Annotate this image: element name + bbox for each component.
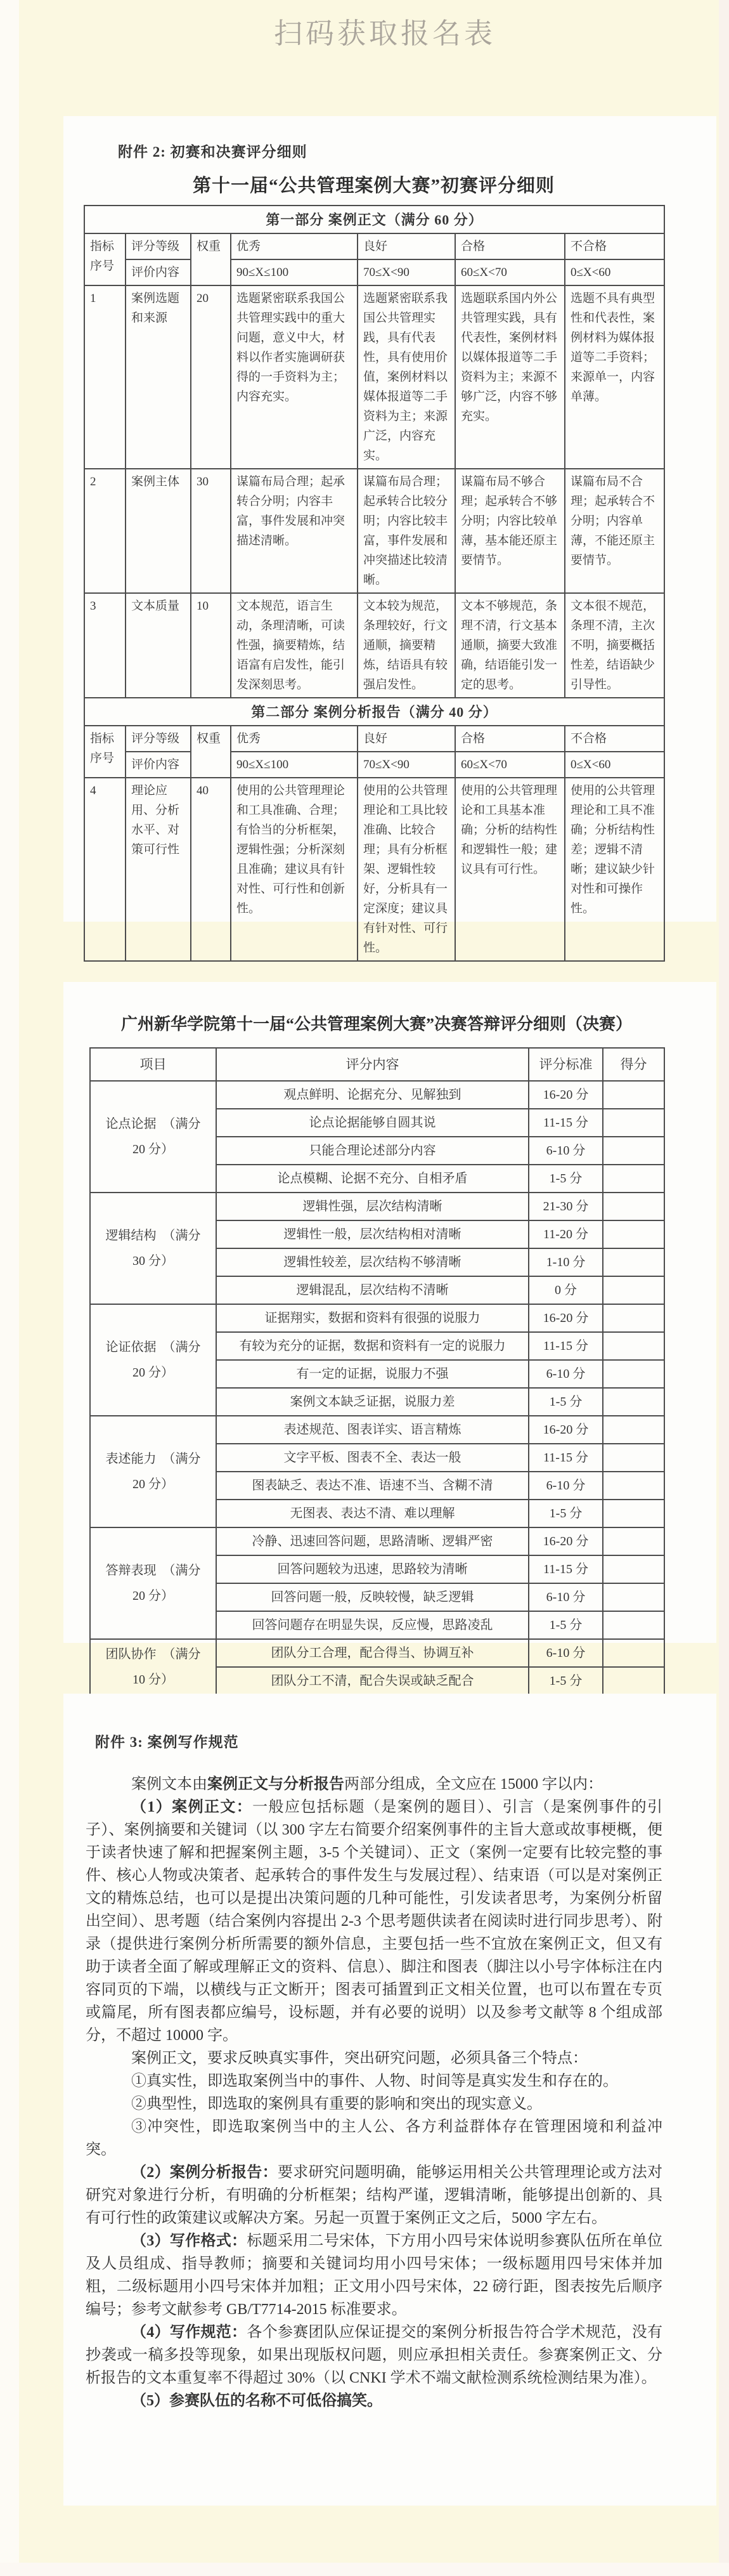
- excellent-cell: 选题紧密联系我国公共管理实践中的重大问题，意义中大，材料以作者实施调研获得的一手资料为主；内容充实。: [231, 285, 358, 469]
- paragraph-three-traits: [86, 2047, 662, 2070]
- item-cell: 表述规范、图表详实、语言精炼: [216, 1416, 529, 1444]
- paragraph-intro: [86, 1773, 662, 1796]
- level-range-cell: 70≤X<90: [358, 259, 455, 285]
- final-rubric-table: [89, 1047, 665, 1696]
- text-run: （2）案例分析报告：: [131, 2164, 278, 2181]
- table-row: [90, 1639, 664, 1667]
- good-cell: 文本较为规范，条理较好，行文通顺，摘要精炼，结语具有较强启发性。: [358, 593, 455, 698]
- table-header-row: [84, 752, 664, 778]
- weight-cell: 20: [191, 285, 231, 469]
- excellent-cell: 文本规范，语言生动，条理清晰，可读性强，摘要精炼，结语富有启发性，能引发深刻思考。: [231, 593, 358, 698]
- fail-cell: 使用的公共管理理论和工具不准确；分析结构性差；逻辑不清晰；建议缺少针对性和可操作性。: [565, 778, 664, 961]
- text-run: ②典型性，即选取的案例具有重要的影响和突出的现实意义。: [131, 2096, 542, 2112]
- content-header-cell: 评分内容: [216, 1048, 529, 1081]
- part2-band-cell: 第二部分 案例分析报告（满分 40 分）: [84, 698, 664, 726]
- standard-cell: 16-20 分: [529, 1304, 603, 1332]
- standard-cell: 16-20 分: [529, 1416, 603, 1444]
- excellent-cell: 使用的公共管理理论和工具准确、合理；有恰当的分析框架，逻辑性强；分析深刻且准确；建议具有针对性、可行性和创新性。: [231, 778, 358, 961]
- level-name-cell: 合格: [455, 233, 565, 259]
- table-header-row: [84, 726, 664, 752]
- grade-header-cell: 评分等级: [126, 726, 191, 752]
- text-run: 要求研究问题明确，能够运用相关公共管理理论或方法对研究对象进行分析，有明确的分析框架；结构严谨，逻辑清晰，能够提出创新的、具有可行性的政策建议或解决方案。另起一页置于案例正文之后，5000 字左右。: [86, 2164, 663, 2226]
- item-cell: 逻辑性强，层次结构清晰: [216, 1193, 529, 1220]
- text-run: 两部分组成，全文应在 15000 字以内：: [344, 1776, 603, 1793]
- item-cell: 有较为充分的证据，数据和资料有一定的说服力: [216, 1332, 529, 1360]
- table-header-row: [84, 259, 664, 285]
- text-run: ③冲突性，即选取案例当中的主人公、各方利益群体存在管理困境和利益冲突。: [86, 2119, 662, 2158]
- text-run: 一般应包括标题（是案例的题目）、引言（是案例事件的引子）、案例摘要和关键词（以 300 字左右简要介绍案例事件的主旨大意或故事梗概，便于读者快速了解和把握案例主题，3-5 个关键词）、正文（案例一定要有比较完整的事件、核心人物或决策者、起承转合的事件发生与发展过程）、结束语（可以是对案例正文的精炼总结，也可以是提出决策问题的几种可能性，引发读者思考，为案例分析留出空间）、思考题（结合案例内容提出 2-3 个思考题供读者在阅读时进行同步思考）、附录（提供进行案例分析所需要的额外信息，主要包括一些不宜放在案例正文，但又有助于读者全面了解或理解正文的资料、信息）、脚注和图表（脚注以小号字体标注在内容同页的下端，以横线与正文断开；图表可插置到正文相关位置，也可以布置在专页或篇尾，所有图表都应编号，设标题，并有必要的说明）以及参考文献等 8 个组成部分，不超过 10000 字。: [86, 1799, 663, 2044]
- text-run: 标题采用二号宋体，下方用小四号宋体说明参赛队伍所在单位及人员组成、指导教师；摘要和关键词均用小四号宋体；一级标题用四号宋体并加粗，二级标题用小四号宋体并加粗；正文用小四号宋体，22 磅行距，图表按先后顺序编号；参考文献参考 GB/T7714-2015 标准要求。: [86, 2233, 663, 2318]
- standard-cell: 0 分: [529, 1276, 603, 1304]
- excellent-cell: 谋篇布局合理；起承转合分明；内容丰富，事件发展和冲突描述清晰。: [231, 469, 358, 593]
- good-cell: 谋篇布局合理；起承转合比较分明；内容比较丰富，事件发展和冲突描述比较清晰。: [358, 469, 455, 593]
- item-cell: 逻辑性较差，层次结构不够清晰: [216, 1248, 529, 1276]
- item-cell: 无图表、表达不清、难以理解: [216, 1500, 529, 1527]
- item-cell: 团队分工合理，配合得当、协调互补: [216, 1639, 529, 1667]
- table-row: [90, 1081, 664, 1109]
- item-cell: 图表缺乏、表达不准、语速不当、含糊不清: [216, 1472, 529, 1500]
- group-cell: 团队协作 （满分 10 分）: [90, 1639, 216, 1695]
- item-cell: 论点模糊、论据不充分、自相矛盾: [216, 1165, 529, 1193]
- standard-cell: 16-20 分: [529, 1081, 603, 1109]
- preliminary-rubric-title: 第十一届“公共管理案例大赛”初赛评分细则: [192, 176, 555, 196]
- standard-cell: 6-10 分: [529, 1137, 603, 1165]
- score-header-cell: 得分: [603, 1048, 664, 1081]
- blank-score-cell: [603, 1444, 664, 1472]
- page-left-margin: [0, 0, 19, 2576]
- text-run: （4）写作规范：: [131, 2324, 247, 2341]
- level-range-cell: 70≤X<90: [358, 752, 455, 778]
- blank-score-cell: [603, 1220, 664, 1248]
- good-cell: 使用的公共管理理论和工具比较准确、比较合理；具有分析框架、逻辑性较好，分析具有一定深度；建议具有针对性、可行性。: [358, 778, 455, 961]
- item-cell: 案例文本缺乏证据，说服力差: [216, 1388, 529, 1416]
- table-row: [90, 1416, 664, 1444]
- standard-cell: 6-10 分: [529, 1472, 603, 1500]
- item-cell: 论点论据能够自圆其说: [216, 1109, 529, 1137]
- level-range-cell: 60≤X<70: [455, 259, 565, 285]
- item-cell: 回答问题一般，反映较慢，缺乏逻辑: [216, 1583, 529, 1611]
- standard-cell: 6-10 分: [529, 1639, 603, 1667]
- paragraph-trait-authenticity: [86, 2070, 662, 2093]
- blank-score-cell: [603, 1472, 664, 1500]
- level-name-cell: 优秀: [231, 726, 358, 752]
- index-cell: 1: [84, 285, 126, 469]
- pass-cell: 谋篇布局不够合理；起承转合不够分明；内容比较单薄，基本能还原主要情节。: [455, 469, 565, 593]
- text-run: （5）参赛队伍的名称不可低俗搞笑。: [131, 2393, 382, 2409]
- blank-score-cell: [603, 1667, 664, 1695]
- standard-cell: 6-10 分: [529, 1360, 603, 1388]
- grade-header-cell: 评分等级: [126, 233, 191, 259]
- fail-cell: 文本很不规范，条理不清，主次不明，摘要概括性差，结语缺少引导性。: [565, 593, 664, 698]
- blank-score-cell: [603, 1500, 664, 1527]
- table-row: [84, 593, 664, 698]
- group-cell: 论点论据 （满分 20 分）: [90, 1081, 216, 1193]
- item-cell: 冷静、迅速回答问题，思路清晰、逻辑严密: [216, 1527, 529, 1555]
- blank-score-cell: [603, 1276, 664, 1304]
- text-run: （1）案例正文：: [131, 1799, 253, 1815]
- group-cell: 表述能力 （满分 20 分）: [90, 1416, 216, 1527]
- level-name-cell: 不合格: [565, 726, 664, 752]
- table-row: [90, 1527, 664, 1555]
- weight-cell: 40: [191, 778, 231, 961]
- weight-cell: 10: [191, 593, 231, 698]
- preliminary-rubric-table: [84, 205, 665, 962]
- part2-band-row: [84, 698, 664, 726]
- criteria-cell: 案例选题和来源: [126, 285, 191, 469]
- criteria-cell: 理论应用、分析水平、对策可行性: [126, 778, 191, 961]
- standard-cell: 21-30 分: [529, 1193, 603, 1220]
- final-rubric-panel: [63, 982, 716, 1688]
- level-range-cell: 90≤X≤100: [231, 259, 358, 285]
- page-right-margin: [719, 0, 729, 2576]
- attachment3-heading: 附件 3: 案例写作规范: [95, 1734, 239, 1750]
- blank-score-cell: [603, 1137, 664, 1165]
- scan-qr-note: 扫码获取报名表: [273, 17, 496, 49]
- table-header-row: [90, 1048, 664, 1081]
- item-cell: 团队分工不清，配合失误或缺乏配合: [216, 1667, 529, 1695]
- item-cell: 只能合理论述部分内容: [216, 1137, 529, 1165]
- project-header-cell: 项目: [90, 1048, 216, 1081]
- standard-cell: 6-10 分: [529, 1583, 603, 1611]
- content-header-cell: 评价内容: [126, 752, 191, 778]
- blank-score-cell: [603, 1416, 664, 1444]
- standard-cell: 11-20 分: [529, 1220, 603, 1248]
- blank-score-cell: [603, 1555, 664, 1583]
- level-name-cell: 不合格: [565, 233, 664, 259]
- fail-cell: 选题不具有典型性和代表性，案例材料为媒体报道等二手资料；来源单一，内容单薄。: [565, 285, 664, 469]
- table-row: [84, 778, 664, 961]
- blank-score-cell: [603, 1527, 664, 1555]
- paragraph-team-name: [86, 2390, 662, 2412]
- text-run: 案例文本由: [131, 1776, 207, 1793]
- writing-guidelines-body: [86, 1773, 662, 2412]
- table-row: [84, 469, 664, 593]
- text-run: 各个参赛团队应保证提交的案例分析报告符合学术规范，没有抄袭或一稿多投等现象，如果出现版权问题，则应承担相关责任。参赛案例正文、分析报告的文本重复率不得超过 30%（以 CNKI 学术不端文献检测系统检测结果为准）。: [86, 2324, 663, 2386]
- text-run: 案例正文与分析报告: [207, 1776, 344, 1793]
- blank-score-cell: [603, 1304, 664, 1332]
- level-range-cell: 0≤X<60: [565, 752, 664, 778]
- weight-header-cell: 权重: [191, 233, 231, 285]
- text-run: （3）写作格式：: [131, 2233, 247, 2249]
- level-name-cell: 良好: [358, 726, 455, 752]
- pass-cell: 文本不够规范，条理不清，行文基本通顺，摘要大致准确，结语能引发一定的思考。: [455, 593, 565, 698]
- item-cell: 有一定的证据，说服力不强: [216, 1360, 529, 1388]
- blank-score-cell: [603, 1388, 664, 1416]
- criteria-cell: 文本质量: [126, 593, 191, 698]
- index-header-cell: 指标序号: [84, 233, 126, 285]
- level-range-cell: 90≤X≤100: [231, 752, 358, 778]
- level-name-cell: 合格: [455, 726, 565, 752]
- level-name-cell: 良好: [358, 233, 455, 259]
- weight-header-cell: 权重: [191, 726, 231, 778]
- standard-cell: 11-15 分: [529, 1332, 603, 1360]
- group-cell: 答辩表现 （满分 20 分）: [90, 1527, 216, 1639]
- standard-cell: 11-15 分: [529, 1109, 603, 1137]
- level-range-cell: 0≤X<60: [565, 259, 664, 285]
- standard-cell: 1-5 分: [529, 1667, 603, 1695]
- pass-cell: 使用的公共管理理论和工具基本准确；分析的结构性和逻辑性一般；建议具有可行性。: [455, 778, 565, 961]
- text-run: 案例正文，要求反映真实事件，突出研究问题，必须具备三个特点：: [131, 2050, 588, 2067]
- text-run: ①真实性，即选取案例当中的事件、人物、时间等是真实发生和存在的。: [131, 2073, 618, 2089]
- blank-score-cell: [603, 1248, 664, 1276]
- part1-band-cell: 第一部分 案例正文（满分 60 分）: [84, 206, 664, 233]
- paragraph-format: [86, 2230, 662, 2321]
- blank-score-cell: [603, 1165, 664, 1193]
- table-row: [84, 285, 664, 469]
- table-row: [90, 1193, 664, 1220]
- item-cell: 观点鲜明、论据充分、见解独到: [216, 1081, 529, 1109]
- page-bottom-margin: [0, 2563, 729, 2576]
- blank-score-cell: [603, 1360, 664, 1388]
- group-cell: 论证依据 （满分 20 分）: [90, 1304, 216, 1416]
- content-header-cell: 评价内容: [126, 259, 191, 285]
- standard-cell: 1-5 分: [529, 1500, 603, 1527]
- blank-score-cell: [603, 1639, 664, 1667]
- fail-cell: 谋篇布局不合理；起承转合不分明；内容单薄，不能还原主要情节。: [565, 469, 664, 593]
- standard-cell: 1-5 分: [529, 1165, 603, 1193]
- paragraph-analysis-report: [86, 2161, 662, 2230]
- pass-cell: 选题联系国内外公共管理实践，具有代表性，案例材料以媒体报道等二手资料为主；来源不够广泛，内容不够充实。: [455, 285, 565, 469]
- standard-cell: 1-5 分: [529, 1611, 603, 1639]
- standard-cell: 16-20 分: [529, 1527, 603, 1555]
- item-cell: 回答问题存在明显失误，反应慢，思路凌乱: [216, 1611, 529, 1639]
- index-cell: 2: [84, 469, 126, 593]
- attachment2-heading: 附件 2: 初赛和决赛评分细则: [118, 144, 307, 160]
- index-cell: 4: [84, 778, 126, 961]
- standard-cell: 11-15 分: [529, 1444, 603, 1472]
- blank-score-cell: [603, 1081, 664, 1109]
- good-cell: 选题紧密联系我国公共管理实践，具有代表性，具有使用价值，案例材料以媒体报道等二手资料为主；来源广泛，内容充实。: [358, 285, 455, 469]
- level-range-cell: 60≤X<70: [455, 752, 565, 778]
- item-cell: 逻辑性一般，层次结构相对清晰: [216, 1220, 529, 1248]
- level-name-cell: 优秀: [231, 233, 358, 259]
- standard-cell: 1-10 分: [529, 1248, 603, 1276]
- paragraph-trait-conflict: [86, 2115, 662, 2161]
- blank-score-cell: [603, 1611, 664, 1639]
- attachment2-panel: [63, 116, 716, 955]
- blank-score-cell: [603, 1193, 664, 1220]
- paragraph-trait-typicality: [86, 2093, 662, 2115]
- item-cell: 逻辑混乱，层次结构不清晰: [216, 1276, 529, 1304]
- blank-score-cell: [603, 1109, 664, 1137]
- item-cell: 证据翔实，数据和资料有很强的说服力: [216, 1304, 529, 1332]
- criteria-cell: 案例主体: [126, 469, 191, 593]
- index-cell: 3: [84, 593, 126, 698]
- paragraph-case-text: [86, 1796, 662, 2047]
- part1-band-row: [84, 206, 664, 233]
- group-cell: 逻辑结构 （满分 30 分）: [90, 1193, 216, 1304]
- item-cell: 回答问题较为迅速，思路较为清晰: [216, 1555, 529, 1583]
- attachment3-panel: [63, 1694, 716, 2506]
- index-header-cell: 指标序号: [84, 726, 126, 778]
- table-header-row: [84, 233, 664, 259]
- blank-score-cell: [603, 1583, 664, 1611]
- paragraph-norms: [86, 2321, 662, 2390]
- standard-cell: 1-5 分: [529, 1388, 603, 1416]
- standard-header-cell: 评分标准: [529, 1048, 603, 1081]
- item-cell: 文字平板、图表不全、表达一般: [216, 1444, 529, 1472]
- table-row: [90, 1304, 664, 1332]
- blank-score-cell: [603, 1332, 664, 1360]
- standard-cell: 11-15 分: [529, 1555, 603, 1583]
- final-rubric-title: 广州新华学院第十一届“公共管理案例大赛”决赛答辩评分细则（决赛）: [120, 1015, 632, 1033]
- weight-cell: 30: [191, 469, 231, 593]
